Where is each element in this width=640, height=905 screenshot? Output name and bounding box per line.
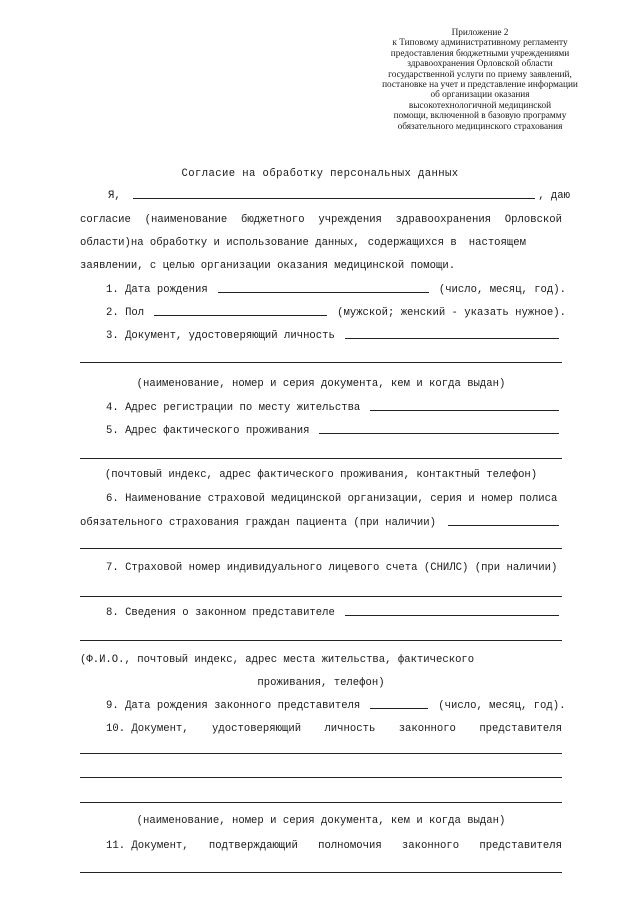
appendix-line: об организации оказания xyxy=(430,90,530,101)
item-11-word: законного xyxy=(401,840,460,852)
item-9-hint: (число, месяц, год). xyxy=(438,700,566,712)
item-10-word: личность xyxy=(324,723,376,735)
item-5-row xyxy=(106,421,562,437)
item-6-label-2: обязательного страхования граждан пациента (при наличии) xyxy=(80,517,437,529)
item-4-row xyxy=(106,398,562,414)
appendix-line: здравоохранения Орловской области xyxy=(407,59,553,70)
item-2-hint: (мужской; женский - указать нужное). xyxy=(337,307,566,319)
appendix-line: постановке на учет и представление информации xyxy=(382,80,578,91)
item-4-label: 4. Адрес регистрации по месту жительства xyxy=(106,402,361,414)
item-5-caption: (почтовый индекс, адрес фактического проживания, контактный телефон) xyxy=(104,469,538,481)
item-9-label: 9. Дата рождения законного представителя xyxy=(106,700,361,712)
item-10-word: 10. Документ, xyxy=(106,723,189,735)
representative-document-line-1[interactable] xyxy=(80,753,562,754)
item-8-label: 8. Сведения о законном представителе xyxy=(106,607,335,619)
intro-word: (наименование xyxy=(144,214,228,226)
item-1-hint: (число, месяц, год). xyxy=(438,284,566,296)
item-3-row xyxy=(106,326,562,342)
appendix-line: предоставления бюджетными учреждениями xyxy=(390,48,570,59)
item-11-word: 11. Документ, xyxy=(106,840,189,852)
intro-line-4: заявлении, с целью организации оказания медицинской помощи. xyxy=(80,260,456,272)
item-10-word: представителя xyxy=(479,723,562,735)
appendix-line: Приложение 2 xyxy=(451,28,509,38)
intro-word: согласие xyxy=(80,214,131,226)
intro-fragment: области)на обработку и использование данных, xyxy=(80,237,360,249)
snils-field[interactable] xyxy=(80,596,562,597)
intro-line-2 xyxy=(80,210,562,226)
intro-line-3 xyxy=(80,233,562,249)
representative-document-line-3[interactable] xyxy=(80,802,562,803)
item-8-row xyxy=(106,603,562,619)
document-title: Согласие на обработку персональных данных xyxy=(181,168,459,180)
item-10-word: удостоверяющий xyxy=(212,723,302,735)
sex-field[interactable] xyxy=(154,315,327,316)
insurance-policy-field[interactable] xyxy=(448,525,559,526)
intro-word: бюджетного xyxy=(241,214,305,226)
actual-address-field[interactable] xyxy=(319,433,559,434)
item-11-word: полномочия xyxy=(318,840,382,852)
insurance-policy-line-2[interactable] xyxy=(80,548,562,549)
intro-word: здравоохранения xyxy=(395,214,492,226)
appendix-header xyxy=(375,28,585,132)
appendix-line: помощи, включенной в базовую программу xyxy=(393,111,567,122)
item-2-label: 2. Пол xyxy=(106,307,145,319)
intro-line-1 xyxy=(108,186,570,202)
item-3-label: 3. Документ, удостоверяющий личность xyxy=(106,330,335,342)
appendix-line: высокотехнологичной медицинской xyxy=(408,100,552,111)
birth-date-field[interactable] xyxy=(218,292,429,293)
appendix-line: обязательного медицинского страхования xyxy=(397,121,563,132)
item-6-row-2 xyxy=(80,513,562,529)
appendix-line: государственной услуги по приему заявлений, xyxy=(388,69,572,80)
intro-word: Орловской xyxy=(504,214,562,226)
authority-document-field[interactable] xyxy=(80,872,562,873)
actual-address-line-2[interactable] xyxy=(80,458,562,459)
legal-representative-line-2[interactable] xyxy=(80,640,562,641)
item-8-caption-1: (Ф.И.О., почтовый индекс, адрес места жительства, фактического xyxy=(80,654,475,666)
item-9-row xyxy=(106,696,566,712)
item-10-word: законного xyxy=(398,723,456,735)
appendix-line: к Типовому административному регламенту xyxy=(392,38,568,49)
item-10-caption: (наименование, номер и серия документа, кем и когда выдан) xyxy=(136,815,506,827)
item-1-label: 1. Дата рождения xyxy=(106,284,208,296)
intro-ya: Я, xyxy=(108,190,121,202)
intro-word: учреждения xyxy=(318,214,382,226)
intro-fragment: настоящем xyxy=(468,237,526,249)
item-3-caption: (наименование, номер и серия документа, кем и когда выдан) xyxy=(136,378,506,390)
item-5-label: 5. Адрес фактического проживания xyxy=(106,425,310,437)
full-name-field[interactable] xyxy=(133,198,535,199)
item-11-word: представителя xyxy=(479,840,562,852)
identity-document-line-2[interactable] xyxy=(80,362,562,363)
intro-fragment: содержащихся в xyxy=(367,237,457,249)
item-7-row: 7. Страховой номер индивидуального лицевого счета (СНИЛС) (при наличии) xyxy=(106,562,558,574)
item-11-row xyxy=(106,836,562,852)
item-2-row xyxy=(106,303,566,319)
item-6-row: 6. Наименование страховой медицинской организации, серия и номер полиса xyxy=(106,493,558,505)
item-8-caption-2: проживания, телефон) xyxy=(257,677,385,689)
representative-birth-date-field[interactable] xyxy=(370,708,428,709)
registration-address-field[interactable] xyxy=(370,410,559,411)
identity-document-field[interactable] xyxy=(345,338,559,339)
item-11-word: подтверждающий xyxy=(208,840,298,852)
item-1-row xyxy=(106,280,566,296)
item-10-row xyxy=(106,719,562,735)
legal-representative-field[interactable] xyxy=(345,615,559,616)
representative-document-line-2[interactable] xyxy=(80,777,562,778)
intro-dayu: , даю xyxy=(538,190,570,202)
